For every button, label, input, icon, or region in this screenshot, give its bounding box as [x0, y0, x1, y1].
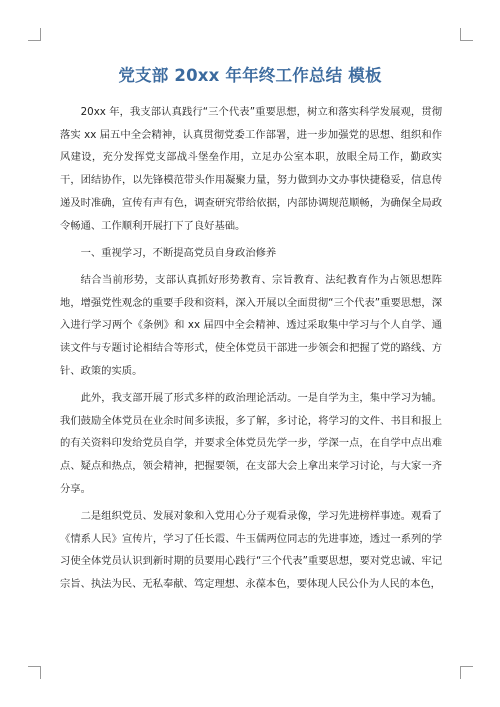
crop-mark-bottom-left — [28, 666, 41, 679]
crop-mark-top-left — [28, 28, 41, 41]
paragraph-study: 结合当前形势，支部认真抓好形势教育、宗旨教育、法纪教育作为占领思想阵地，增强党性观念的重要手段和资料，深入开展以全面贯彻“三个代表”重要思想，深入进行学习两个《条例》和 xx 届四中全会精神、透过采取集中学习与个人自学、通读文件与专题讨论相结合等形式，使全体党员干部进一步领会和把握了党的路线、方针、政策的实质。 — [60, 273, 442, 377]
crop-mark-bottom-right — [460, 666, 473, 679]
paragraph-intro: 20xx 年，我支部认真践行“三个代表”重要思想，树立和落实科学发展观，贯彻落实 xx 届五中全会精神，认真贯彻党委工作部署，进一步加强党的思想、组织和作风建设，充分发挥党支部战斗堡垒作用，立足办公室本职，放眼全局工作，勤政实干，团结协作，以先锋模范带头作用凝聚力量，努力做到办文办事快捷稳妥，信息传递及时准确，宣传有声有色，调查研究带给依据，内部协调规范顺畅，为确保全局政令畅通、工作顺利开展打下了良好基础。 — [60, 106, 442, 232]
crop-mark-top-right — [460, 28, 473, 41]
document-body — [60, 101, 442, 600]
document-title: 党支部 20xx 年年终工作总结 模板 — [118, 66, 382, 85]
paragraph-activities: 此外，我支部开展了形式多样的政治理论活动。一是自学为主，集中学习为辅。我们鼓励全体党员在业余时间多读报，多了解，多讨论，将学习的文件、书目和报上的有关资料印发给党员自学，并要求全体党员先学一步，学深一点，在自学中点出难点、疑点和热点，领会精神，把握要领，在支部大会上拿出来学习讨论，与大家一齐分享。 — [60, 391, 442, 495]
paragraph-video-learning: 二是组织党员、发展对象和入党用心分子观看录像，学习先进榜样事迹。观看了《情系人民》宣传片，学习了任长霞、牛玉儒两位同志的先进事迹，透过一系列的学习使全体党员认识到新时期的员要用心践行“三个代表”重要思想，要对党忠诚、牢记宗旨、执法为民、无私奉献、笃定理想、永葆本色，要体现人民公仆为人民的本色， — [60, 509, 442, 591]
section-heading-1: 一、重视学习，不断提高党员自身政治修养 — [80, 246, 277, 259]
